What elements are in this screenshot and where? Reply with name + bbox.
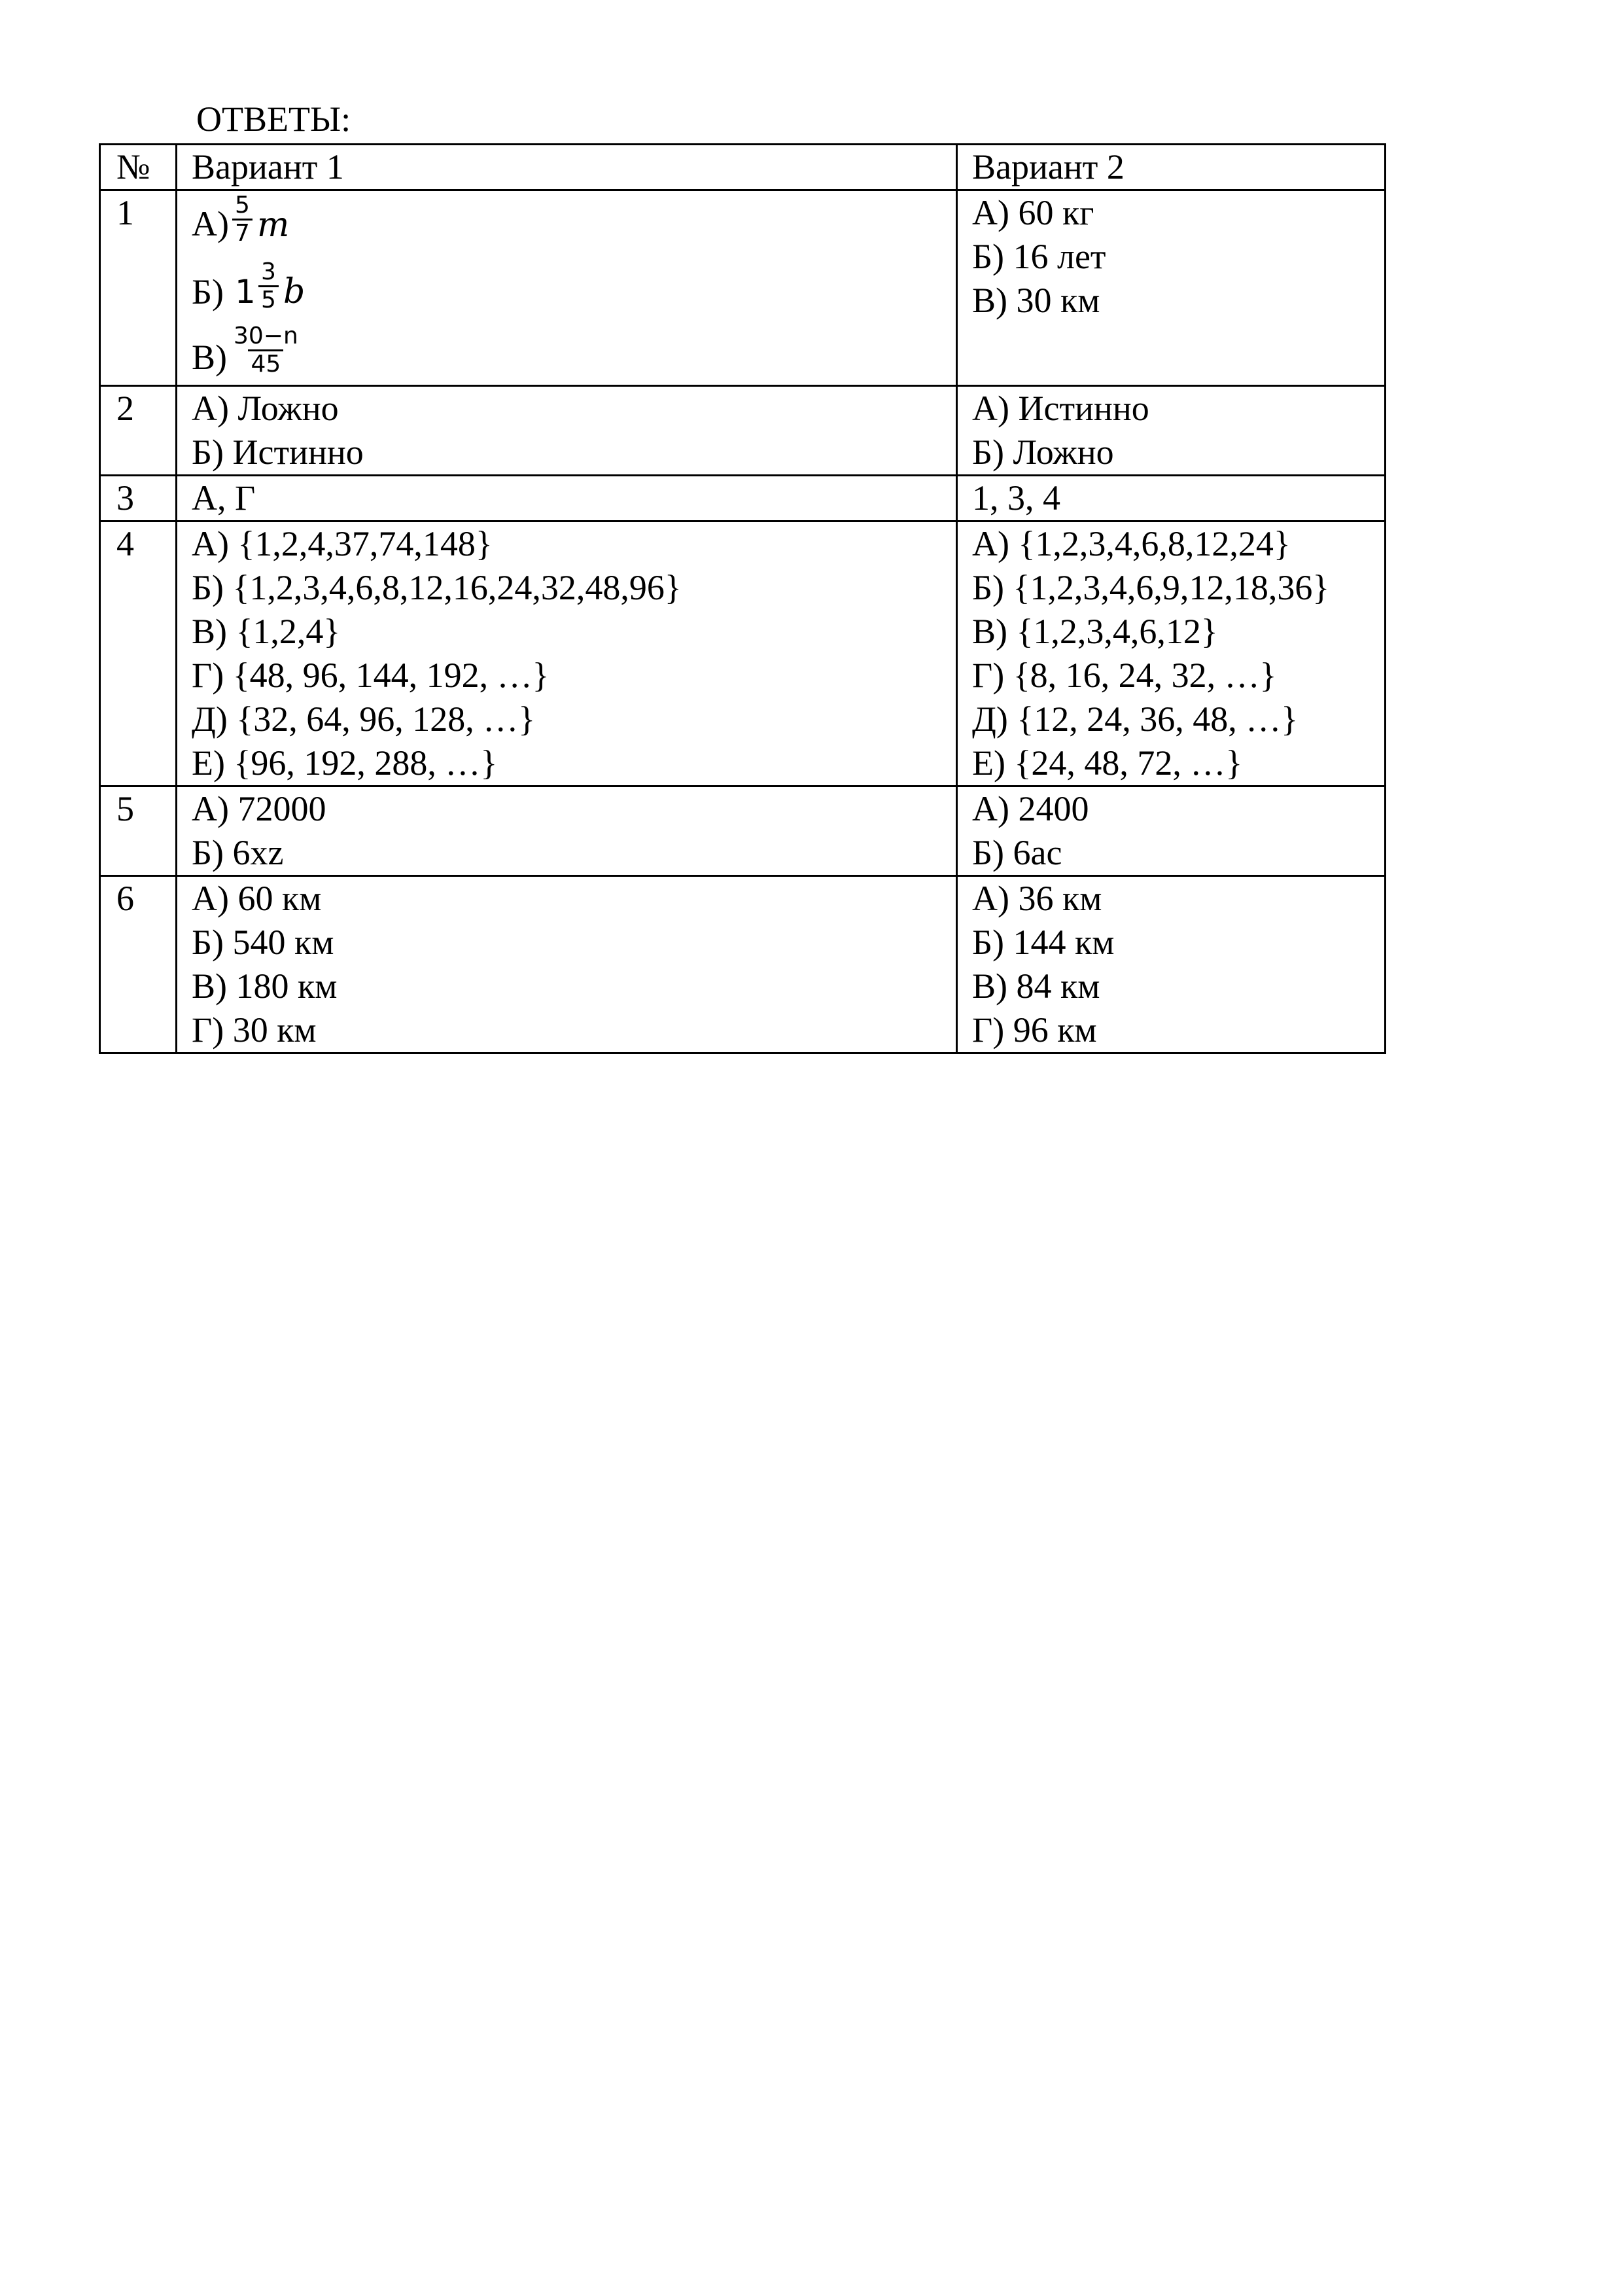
header-num: [100, 145, 177, 190]
variant-2-cell: [957, 876, 1386, 1053]
row-number: [100, 476, 177, 521]
answer-line: Б) {1,2,3,4,6,9,12,18,36}: [972, 568, 1330, 607]
answer-line: Г) {8, 16, 24, 32, …}: [972, 656, 1277, 695]
variant-1-cell: [177, 521, 957, 786]
row-number: [100, 190, 177, 386]
fraction-denominator: 5: [258, 285, 279, 313]
answer-line: Г) 30 км: [192, 1010, 317, 1050]
answer-line: Б) 6ас: [972, 833, 1062, 872]
row-number-label: 3: [116, 478, 134, 518]
answer-line: Б) Истинно: [192, 433, 364, 472]
row-number-label: 6: [116, 879, 134, 918]
fraction: [232, 192, 253, 247]
answer-label: Б): [192, 272, 224, 311]
row-number-label: 1: [116, 193, 134, 232]
answer-line: А) 36 км: [972, 879, 1102, 918]
answer-line: А) Ложно: [192, 389, 339, 428]
answer-line: Б) Ложно: [972, 433, 1114, 472]
answer-line: Б) 144 км: [972, 923, 1115, 962]
variant-1-cell: [177, 190, 957, 386]
answer-line: Е) {24, 48, 72, …}: [972, 743, 1243, 783]
variant-2-cell: [957, 476, 1386, 521]
variant-2-cell: [957, 786, 1386, 876]
table-row: [100, 476, 1386, 521]
answer-1a: [192, 191, 956, 259]
answers-table: [99, 143, 1386, 1054]
answer-line: А) 72000: [192, 789, 326, 828]
fraction-numerator: 5: [235, 192, 250, 219]
variant-1-cell: [177, 476, 957, 521]
mixed-number-whole: 1: [235, 273, 256, 311]
row-number: [100, 521, 177, 786]
answer-line: Е) {96, 192, 288, …}: [192, 743, 498, 783]
row-number: [100, 786, 177, 876]
fraction-denominator: 45: [248, 349, 283, 378]
answer-line: А) {1,2,4,37,74,148}: [192, 524, 493, 563]
header-variant-1: [177, 145, 957, 190]
variant-1-cell: [177, 876, 957, 1053]
answer-line: Г) 96 км: [972, 1010, 1097, 1050]
answer-line: А) Истинно: [972, 389, 1149, 428]
variant-1-cell: [177, 386, 957, 476]
answer-line: В) {1,2,3,4,6,12}: [972, 612, 1218, 651]
row-number-label: 5: [116, 789, 134, 828]
table-row: [100, 521, 1386, 786]
row-number-label: 4: [116, 524, 134, 563]
answer-label: А): [192, 204, 229, 243]
answer-line: Д) {32, 64, 96, 128, …}: [192, 699, 536, 739]
variant-2-cell: [957, 521, 1386, 786]
row-number-label: 2: [116, 389, 134, 428]
answer-line: В) {1,2,4}: [192, 612, 341, 651]
answer-line: А) 60 км: [192, 879, 322, 918]
table-row: [100, 190, 1386, 386]
answer-line: А) 2400: [972, 789, 1089, 828]
answer-line: В) 30 км: [972, 281, 1100, 320]
header-num-label: №: [116, 147, 150, 186]
fraction-numerator: 3: [261, 258, 276, 285]
fraction: [258, 259, 279, 313]
variable: b: [283, 272, 305, 311]
answer-line: 1, 3, 4: [972, 478, 1060, 518]
table-row: [100, 876, 1386, 1053]
answer-line: Б) {1,2,3,4,6,8,12,16,24,32,48,96}: [192, 568, 682, 607]
answer-line: Б) 540 км: [192, 923, 334, 962]
variant-2-cell: [957, 190, 1386, 386]
variable: m: [257, 205, 290, 245]
fraction-numerator: 30−n: [234, 323, 298, 349]
answer-label: В): [192, 338, 227, 377]
fraction-denominator: 7: [232, 219, 253, 247]
answer-1b: [192, 259, 956, 325]
answer-line: Б) 16 лет: [972, 237, 1106, 276]
row-number: [100, 876, 177, 1053]
answer-line: А) 60 кг: [972, 193, 1094, 232]
variant-2-cell: [957, 386, 1386, 476]
row-number: [100, 386, 177, 476]
header-variant-1-label: Вариант 1: [192, 147, 344, 186]
header-variant-2: [957, 145, 1386, 190]
table-row: [100, 386, 1386, 476]
answer-line: А) {1,2,3,4,6,8,12,24}: [972, 524, 1291, 563]
table-row: [100, 786, 1386, 876]
answer-line: В) 84 км: [972, 966, 1100, 1006]
answer-line: Г) {48, 96, 144, 192, …}: [192, 656, 550, 695]
page-title: ОТВЕТЫ:: [196, 99, 351, 139]
answer-line: А, Г: [192, 478, 256, 518]
header-variant-2-label: Вариант 2: [972, 147, 1125, 186]
answer-line: Д) {12, 24, 36, 48, …}: [972, 699, 1299, 739]
answer-1c: [192, 325, 956, 385]
answer-line: В) 180 км: [192, 966, 338, 1006]
fraction: [231, 323, 301, 378]
table-header-row: [100, 145, 1386, 190]
variant-1-cell: [177, 786, 957, 876]
answer-line: Б) 6xz: [192, 833, 284, 872]
